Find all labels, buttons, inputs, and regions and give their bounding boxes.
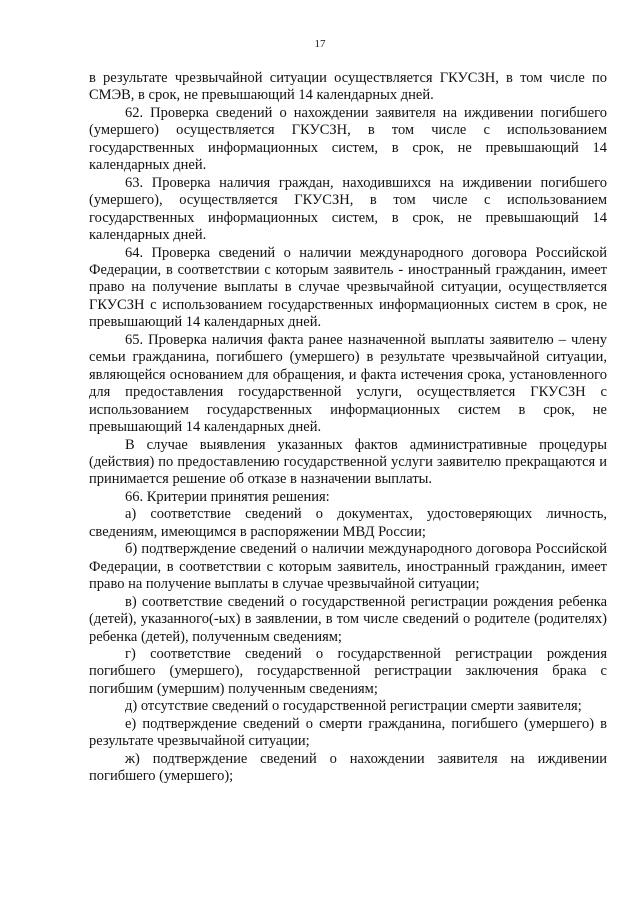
page-number: 17 <box>314 38 326 50</box>
list-item-66d: д) отсутствие сведений о государственной регистрации смерти заявителя; <box>125 698 582 715</box>
list-item-66e: е) подтверждение сведений о смерти гражданина, погибшего (умершего) в результате чрезвычайной ситуации; <box>89 715 607 750</box>
list-item-66g: г) соответствие сведений о государственной регистрации рождения погибшего (умершего), государственной регистрации заключения брака с погибшим (умершим) полученным сведениям; <box>89 645 607 697</box>
list-item-66zh: ж) подтверждение сведений о нахождении заявителя на иждивении погибшего (умершего); <box>89 750 607 785</box>
paragraph-termination-case: В случае выявления указанных фактов административные процедуры (действия) по предоставлению государственной услуги заявителю прекращаются и принимается решение об отказе в назначении выплаты. <box>89 436 607 488</box>
paragraph-continuation: в результате чрезвычайной ситуации осуществляется ГКУСЗН, в том числе по СМЭВ, в срок, не превышающий 14 календарных дней. <box>89 70 607 104</box>
paragraph-64: 64. Проверка сведений о наличии международного договора Российской Федерации, в соответствии с которым заявитель - иностранный гражданин, имеет право на получение выплаты в случае чрезвычайной ситуации, осуществляется ГКУСЗН с использованием государственных информационных систем в срок, не превышающий 14 календарных дней. <box>89 244 607 331</box>
list-item-66a: а) соответствие сведений о документах, удостоверяющих личность, сведениям, имеющимся в распоряжении МВД России; <box>89 506 607 540</box>
list-item-66b: б) подтверждение сведений о наличии международного договора Российской Федерации, в соответствии с которым заявитель, иностранный гражданин, имеет право на получение выплаты в случае чрезвычайной ситуации; <box>89 541 607 593</box>
paragraph-66-heading: 66. Критерии принятия решения: <box>125 488 330 505</box>
paragraph-62: 62. Проверка сведений о нахождении заявителя на иждивении погибшего (умершего) осуществляется ГКУСЗН, в том числе с использованием государственных информационных систем, в срок, не превышающий 14 календарных дней. <box>89 104 607 174</box>
paragraph-65: 65. Проверка наличия факта ранее назначенной выплаты заявителю – члену семьи гражданина, погибшего (умершего) в результате чрезвычайной ситуации, являющейся основанием для обращения, и факта истечения срока, установленного для предоставления государственной услуги, осуществляется ГКУСЗН с использованием государственных информационных систем в срок, не превышающий 14 календарных дней. <box>89 331 607 436</box>
list-item-66v: в) соответствие сведений о государственной регистрации рождения ребенка (детей), указанного(-ых) в заявлении, в том числе сведений о родителе (родителях) ребенка (детей), полученным сведениям; <box>89 593 607 645</box>
paragraph-63: 63. Проверка наличия граждан, находившихся на иждивении погибшего (умершего), осуществляется ГКУСЗН, в том числе с использованием государственных информационных систем, в срок, не превышающий 14 календарных дней. <box>89 174 607 244</box>
document-body <box>89 70 607 786</box>
